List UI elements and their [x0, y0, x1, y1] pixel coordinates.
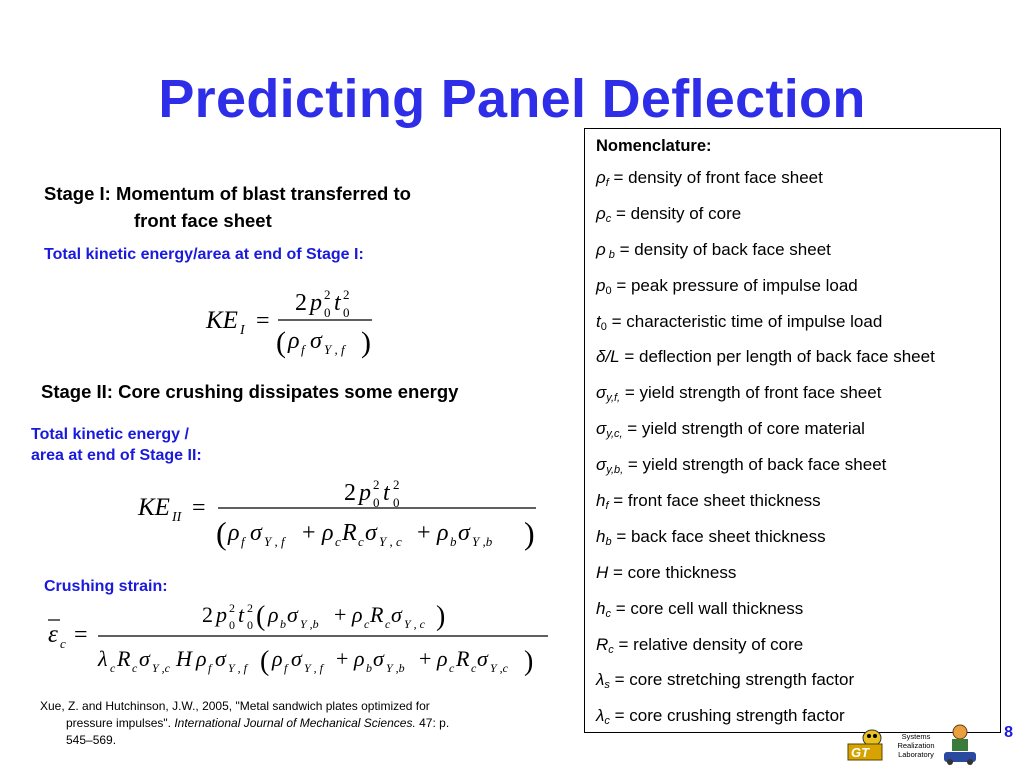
- reference-line3: 545–569.: [66, 733, 117, 747]
- svg-text:b: b: [366, 661, 372, 675]
- nomenclature-definition: = peak pressure of impulse load: [611, 275, 858, 295]
- svg-text:2: 2: [343, 287, 350, 302]
- nomenclature-symbol: ρ: [596, 239, 606, 259]
- stage2-subheading-line2: area at end of Stage II:: [31, 447, 202, 464]
- nomenclature-box: [584, 128, 1001, 733]
- svg-text:KE: KE: [138, 494, 170, 521]
- nomenclature-definition: = core cell wall thickness: [610, 598, 804, 618]
- svg-text:R: R: [456, 646, 470, 671]
- svg-text:c: c: [471, 661, 477, 675]
- nomenclature-item: [596, 168, 1000, 204]
- svg-text:ρ: ρ: [354, 646, 365, 671]
- nomenclature-item: [596, 204, 1000, 240]
- svg-text:p: p: [359, 480, 371, 506]
- svg-text:Y , f: Y , f: [324, 342, 345, 357]
- svg-text:): ): [524, 515, 535, 551]
- svg-text:c: c: [110, 661, 116, 675]
- svg-text:ρ: ρ: [228, 520, 240, 546]
- svg-text:f: f: [284, 661, 288, 675]
- svg-text:σ: σ: [458, 520, 470, 546]
- svg-text:ρ: ρ: [288, 328, 300, 354]
- crushing-subheading: Crushing strain:: [44, 578, 168, 595]
- svg-text:b: b: [450, 534, 457, 549]
- svg-text:2: 2: [295, 290, 307, 316]
- stage1-subheading: Total kinetic energy/area at end of Stage I:: [44, 246, 364, 263]
- svg-text:Y ,b: Y ,b: [300, 617, 319, 631]
- svg-text:p: p: [216, 602, 227, 627]
- equation-ke2: [132, 470, 547, 560]
- svg-text:=: =: [74, 622, 88, 648]
- nomenclature-symbol: h: [596, 598, 606, 618]
- reference-authors-end: pressure impulses".: [66, 716, 175, 730]
- nomenclature-definition: = density of back face sheet: [614, 239, 831, 259]
- nomenclature-subscript: b: [605, 248, 615, 261]
- svg-text:Y , c: Y , c: [379, 534, 402, 549]
- nomenclature-subscript: y,b,: [606, 464, 624, 477]
- svg-text:2: 2: [393, 477, 400, 492]
- nomenclature-symbol: δ/L: [596, 347, 620, 367]
- nomenclature-symbol: H: [596, 562, 609, 582]
- svg-text:KE: KE: [206, 307, 238, 334]
- nomenclature-subscript: c: [604, 715, 610, 728]
- nomenclature-subscript: 0: [605, 284, 612, 297]
- svg-text:Y ,c: Y ,c: [152, 661, 170, 675]
- svg-text:I: I: [240, 323, 245, 338]
- svg-text:c: c: [132, 661, 138, 675]
- svg-text:f: f: [208, 661, 212, 675]
- svg-text:0: 0: [373, 495, 380, 510]
- svg-text:): ): [436, 601, 446, 632]
- nomenclature-definition: = characteristic time of impulse load: [606, 311, 883, 331]
- nomenclature-symbol: t: [596, 311, 601, 331]
- svg-text:ρ: ρ: [352, 602, 363, 627]
- svg-text:R: R: [117, 646, 131, 671]
- reference-citation: [40, 698, 560, 749]
- svg-text:): ): [361, 326, 371, 359]
- nomenclature-subscript: s: [604, 679, 610, 692]
- svg-text:σ: σ: [139, 646, 150, 671]
- svg-text:0: 0: [229, 618, 235, 632]
- svg-text:0: 0: [393, 495, 400, 510]
- nomenclature-symbol: p: [596, 275, 606, 295]
- svg-text:+: +: [302, 520, 316, 546]
- svg-text:2: 2: [373, 477, 380, 492]
- nomenclature-definition: = yield strength of core material: [622, 419, 865, 439]
- nomenclature-subscript: c: [608, 643, 614, 656]
- nomenclature-item: [596, 276, 1000, 312]
- svg-text:σ: σ: [391, 602, 402, 627]
- svg-text:c: c: [60, 636, 66, 651]
- svg-text:Y ,c: Y ,c: [490, 661, 508, 675]
- svg-text:II: II: [172, 510, 182, 525]
- srl-mascot-icon: [940, 722, 980, 766]
- svg-text:R: R: [370, 602, 384, 627]
- nomenclature-item: [596, 383, 1000, 419]
- nomenclature-subscript: y,c,: [606, 428, 623, 441]
- stage2-subheading: [31, 424, 202, 466]
- svg-text:σ: σ: [291, 646, 302, 671]
- svg-text:c: c: [335, 534, 341, 549]
- nomenclature-item: [596, 455, 1000, 491]
- nomenclature-definition: = front face sheet thickness: [608, 491, 821, 511]
- svg-text:+: +: [417, 520, 431, 546]
- nomenclature-subscript: b: [605, 535, 612, 548]
- reference-journal: International Journal of Mechanical Sciences.: [174, 716, 416, 730]
- svg-text:ρ: ρ: [196, 646, 207, 671]
- nomenclature-definition: = yield strength of back face sheet: [623, 455, 887, 475]
- stage2-subheading-line1: Total kinetic energy /: [31, 426, 189, 443]
- nomenclature-symbol: σ: [596, 419, 607, 439]
- nomenclature-subscript: c: [605, 607, 611, 620]
- svg-text:ρ: ρ: [437, 520, 449, 546]
- nomenclature-list: [596, 168, 1000, 742]
- svg-text:c: c: [385, 617, 391, 631]
- svg-text:t: t: [238, 602, 245, 627]
- svg-text:=: =: [256, 308, 270, 334]
- svg-text:c: c: [449, 661, 455, 675]
- slide-title: Predicting Panel Deflection: [158, 69, 866, 129]
- svg-text:σ: σ: [373, 646, 384, 671]
- nomenclature-definition: = yield strength of front face sheet: [620, 383, 882, 403]
- svg-text:ρ: ρ: [437, 646, 448, 671]
- svg-text:): ): [524, 646, 534, 677]
- nomenclature-symbol: R: [596, 634, 609, 654]
- svg-text:λ: λ: [98, 646, 108, 671]
- svg-text:ρ: ρ: [322, 520, 334, 546]
- svg-text:p: p: [310, 290, 322, 316]
- svg-text:0: 0: [343, 305, 350, 320]
- svg-text:Y ,b: Y ,b: [386, 661, 405, 675]
- nomenclature-symbol: ρ: [596, 168, 606, 187]
- nomenclature-subscript: y,f,: [606, 392, 621, 405]
- svg-text:(: (: [216, 515, 227, 551]
- logo-text-line2: Realization: [897, 741, 935, 750]
- nomenclature-definition: = density of front face sheet: [608, 168, 823, 187]
- page-number: 8: [1004, 724, 1013, 741]
- svg-text:Y , f: Y , f: [264, 534, 285, 549]
- stage1-heading-line1: Stage I: Momentum of blast transferred to: [44, 183, 411, 204]
- svg-text:2: 2: [247, 601, 253, 615]
- svg-text:σ: σ: [250, 520, 262, 546]
- nomenclature-item: [596, 670, 1000, 706]
- nomenclature-symbol: ρ: [596, 203, 606, 223]
- nomenclature-symbol: h: [596, 526, 606, 546]
- nomenclature-definition: = core thickness: [608, 562, 737, 582]
- svg-text:ρ: ρ: [268, 602, 279, 627]
- svg-text:ε: ε: [48, 621, 58, 648]
- nomenclature-definition: = core stretching strength factor: [609, 670, 855, 690]
- svg-text:2: 2: [324, 287, 331, 302]
- equation-crushing-strain: [40, 598, 552, 690]
- nomenclature-symbol: λ: [596, 670, 605, 690]
- nomenclature-item: [596, 635, 1000, 671]
- nomenclature-item: [596, 312, 1000, 348]
- nomenclature-symbol: h: [596, 491, 606, 511]
- svg-text:f: f: [241, 534, 245, 549]
- nomenclature-symbol: σ: [596, 383, 607, 403]
- nomenclature-definition: = deflection per length of back face sheet: [619, 347, 935, 367]
- nomenclature-symbol: σ: [596, 455, 607, 475]
- svg-text:(: (: [256, 601, 266, 632]
- equation-ke1: [200, 282, 390, 362]
- svg-text:σ: σ: [477, 646, 488, 671]
- svg-text:t: t: [334, 290, 341, 316]
- svg-text:2: 2: [202, 602, 213, 627]
- stage1-heading-line2: front face sheet: [134, 210, 272, 231]
- reference-line1: Xue, Z. and Hutchinson, J.W., 2005, "Metal sandwich plates optimized for: [40, 699, 430, 713]
- lab-name-logo-text: [893, 732, 939, 759]
- svg-text:(: (: [276, 326, 286, 359]
- svg-text:σ: σ: [287, 602, 298, 627]
- svg-text:+: +: [334, 602, 347, 627]
- nomenclature-item: [596, 419, 1000, 455]
- svg-text:σ: σ: [310, 328, 322, 354]
- svg-text:2: 2: [229, 601, 235, 615]
- nomenclature-subscript: c: [605, 212, 612, 225]
- svg-text:c: c: [364, 617, 370, 631]
- svg-text:t: t: [383, 480, 390, 506]
- svg-text:σ: σ: [365, 520, 377, 546]
- svg-text:H: H: [176, 646, 192, 671]
- svg-text:Y , f: Y , f: [228, 661, 248, 675]
- svg-text:σ: σ: [215, 646, 226, 671]
- svg-text:ρ: ρ: [272, 646, 283, 671]
- nomenclature-item: [596, 563, 1000, 599]
- nomenclature-definition: = relative density of core: [613, 634, 804, 654]
- svg-text:0: 0: [247, 618, 253, 632]
- nomenclature-title: Nomenclature:: [596, 137, 712, 155]
- svg-text:+: +: [419, 646, 432, 671]
- logo-text-line3: Laboratory: [898, 750, 934, 759]
- nomenclature-definition: = back face sheet thickness: [611, 526, 826, 546]
- nomenclature-definition: = density of core: [611, 203, 742, 223]
- svg-text:GT: GT: [851, 745, 870, 760]
- nomenclature-definition: = core crushing strength factor: [609, 706, 845, 726]
- svg-text:=: =: [192, 495, 206, 521]
- stage1-heading: [44, 180, 411, 234]
- nomenclature-symbol: λ: [596, 706, 605, 726]
- nomenclature-item: [596, 599, 1000, 635]
- nomenclature-item: [596, 240, 1000, 276]
- svg-text:(: (: [260, 646, 270, 677]
- nomenclature-subscript: f: [605, 500, 609, 513]
- nomenclature-item: [596, 491, 1000, 527]
- svg-text:Y , c: Y , c: [404, 617, 425, 631]
- logo-text-line1: Systems: [901, 732, 931, 741]
- svg-text:f: f: [301, 342, 305, 357]
- svg-text:2: 2: [344, 480, 356, 506]
- reference-volume: 47: p.: [415, 716, 450, 730]
- nomenclature-item: [596, 347, 1000, 383]
- svg-text:c: c: [358, 534, 364, 549]
- svg-text:Y ,b: Y ,b: [472, 534, 493, 549]
- nomenclature-subscript: 0: [600, 320, 607, 333]
- svg-text:0: 0: [324, 305, 331, 320]
- svg-text:Y , f: Y , f: [304, 661, 324, 675]
- nomenclature-subscript: f: [605, 177, 609, 189]
- svg-text:b: b: [280, 617, 286, 631]
- reference-line2: [40, 715, 560, 732]
- svg-text:R: R: [342, 520, 357, 546]
- nomenclature-item: [596, 527, 1000, 563]
- gt-logo-icon: [842, 724, 892, 764]
- stage2-heading: Stage II: Core crushing dissipates some energy: [41, 381, 459, 402]
- svg-text:+: +: [336, 646, 349, 671]
